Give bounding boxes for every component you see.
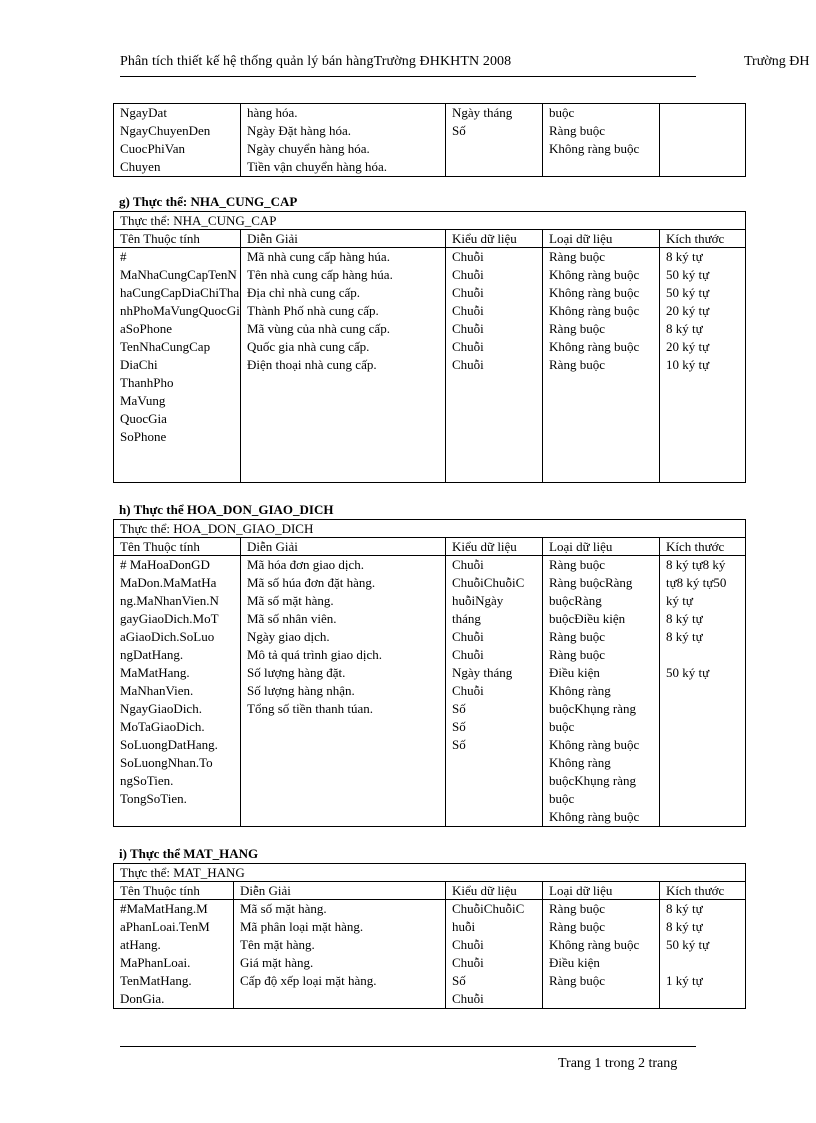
footer-divider — [120, 1046, 696, 1047]
table-row — [114, 248, 746, 483]
column-header-row — [114, 882, 746, 900]
entity-name: Thực thể: HOA_DON_GIAO_DICH — [114, 520, 746, 538]
col-header-description: Diễn Giải — [234, 882, 446, 900]
datatype-cell: Chuỗi ChuỗiChuỗiC huỗiNgày tháng Chuỗi Chuỗi Ngày tháng Chuỗi Số Số Số — [446, 556, 543, 827]
entity-name-row — [114, 864, 746, 882]
entity-table-hoa-don-giao-dich — [113, 519, 746, 827]
col-header-attribute: Tên Thuộc tính — [114, 882, 234, 900]
kind-cell: Ràng buộc Ràng buộc Không ràng buộc Điều kiện Ràng buộc — [543, 900, 660, 1009]
col-header-kind: Loại dữ liệu — [543, 230, 660, 248]
entity-name-row — [114, 212, 746, 230]
column-header-row — [114, 230, 746, 248]
description-cell: Mã nhà cung cấp hàng húa. Tên nhà cung cấp hàng húa. Địa chỉ nhà cung cấp. Thành Phố nhà cung cấp. Mã vùng của nhà cung cấp. Quốc gia nhà cung cấp. Điện thoại nhà cung cấp. — [241, 248, 446, 483]
attribute-cell: # MaHoaDonGD MaDon.MaMatHa ng.MaNhanVien.N gayGiaoDich.MoT aGiaoDich.SoLuo ngDatHang. MaMatHang. MaNhanVien. NgayGiaoDich. MoTaGiaoDich. SoLuongDatHang. SoLuongNhan.To ngSoTien. TongSoTien. — [114, 556, 241, 827]
kind-cell: buộc Ràng buộc Không ràng buộc — [543, 104, 660, 177]
col-header-datatype: Kiểu dữ liệu — [446, 230, 543, 248]
col-header-description: Diễn Giải — [241, 538, 446, 556]
datatype-cell: Chuỗi Chuỗi Chuỗi Chuỗi Chuỗi Chuỗi Chuỗi — [446, 248, 543, 483]
page-number: Trang 1 trong 2 trang — [558, 1056, 678, 1071]
size-cell: 8 ký tự 50 ký tự 50 ký tự 20 ký tự 8 ký tự 20 ký tự 10 ký tự — [660, 248, 746, 483]
section-title-i: i) Thực thể MAT_HANG — [119, 846, 259, 861]
table-row — [114, 900, 746, 1009]
column-header-row — [114, 538, 746, 556]
table-row — [114, 104, 746, 177]
col-header-datatype: Kiểu dữ liệu — [446, 538, 543, 556]
datatype-cell: ChuỗiChuỗiC huỗi Chuỗi Chuỗi Số Chuỗi — [446, 900, 543, 1009]
size-cell: 8 ký tự8 ký tự8 ký tự50 ký tự 8 ký tự 8 ký tự 50 ký tự — [660, 556, 746, 827]
entity-name-row — [114, 520, 746, 538]
description-cell: Mã hóa đơn giao dịch. Mã số húa đơn đặt hàng. Mã số mặt hàng. Mã số nhân viên. Ngày giao dịch. Mô tả quá trình giao dịch. Số lượng hàng đặt. Số lượng hàng nhận. Tổng số tiền thanh túan. — [241, 556, 446, 827]
attribute-cell: #MaMatHang.M aPhanLoai.TenM atHang. MaPhanLoai. TenMatHang. DonGia. — [114, 900, 234, 1009]
col-header-kind: Loại dữ liệu — [543, 538, 660, 556]
entity-name: Thực thể: NHA_CUNG_CAP — [114, 212, 746, 230]
section-title-h: h) Thực thể HOA_DON_GIAO_DICH — [119, 502, 334, 517]
entity-table-continued — [113, 103, 746, 177]
datatype-cell: Ngày tháng Số — [446, 104, 543, 177]
section-title-g: g) Thực thể: NHA_CUNG_CAP — [119, 194, 298, 209]
attribute-cell: NgayDat NgayChuyenDen CuocPhiVan Chuyen — [114, 104, 241, 177]
col-header-attribute: Tên Thuộc tính — [114, 538, 241, 556]
col-header-description: Diễn Giải — [241, 230, 446, 248]
col-header-size: Kích thước — [660, 882, 746, 900]
size-cell — [660, 104, 746, 177]
kind-cell: Ràng buộc Ràng buộcRàng buộcRàng buộcĐiều kiện Ràng buộc Ràng buộc Điều kiện Không ràng buộcKhụng ràng buộc Không ràng buộc Không ràng buộcKhụng ràng buộc Không ràng buộc — [543, 556, 660, 827]
col-header-kind: Loại dữ liệu — [543, 882, 660, 900]
col-header-size: Kích thước — [660, 538, 746, 556]
page-header-title: Phân tích thiết kế hệ thống quản lý bán hàngTrường ĐHKHTN 2008 — [120, 54, 512, 69]
col-header-attribute: Tên Thuộc tính — [114, 230, 241, 248]
description-cell: Mã số mặt hàng. Mã phân loại mặt hàng. Tên mặt hàng. Giá mặt hàng. Cấp độ xếp loại mặt hàng. — [234, 900, 446, 1009]
size-cell: 8 ký tự 8 ký tự 50 ký tự 1 ký tự — [660, 900, 746, 1009]
header-divider — [120, 76, 696, 77]
col-header-size: Kích thước — [660, 230, 746, 248]
entity-name: Thực thể: MAT_HANG — [114, 864, 746, 882]
col-header-datatype: Kiểu dữ liệu — [446, 882, 543, 900]
entity-table-mat-hang — [113, 863, 746, 1009]
entity-table-nha-cung-cap — [113, 211, 746, 483]
page-header-right: Trường ĐH — [744, 54, 810, 69]
attribute-cell: # MaNhaCungCapTenNhaCungCapDiaChiThanhPhoMaVungQuocGiaSoPhone TenNhaCungCap DiaChi ThanhPho MaVung QuocGia SoPhone — [114, 248, 241, 483]
table-row — [114, 556, 746, 827]
description-cell: hàng hóa. Ngày Đặt hàng hóa. Ngày chuyển hàng hóa. Tiền vận chuyển hàng hóa. — [241, 104, 446, 177]
kind-cell: Ràng buộc Không ràng buộc Không ràng buộc Không ràng buộc Ràng buộc Không ràng buộc Ràng buộc — [543, 248, 660, 483]
